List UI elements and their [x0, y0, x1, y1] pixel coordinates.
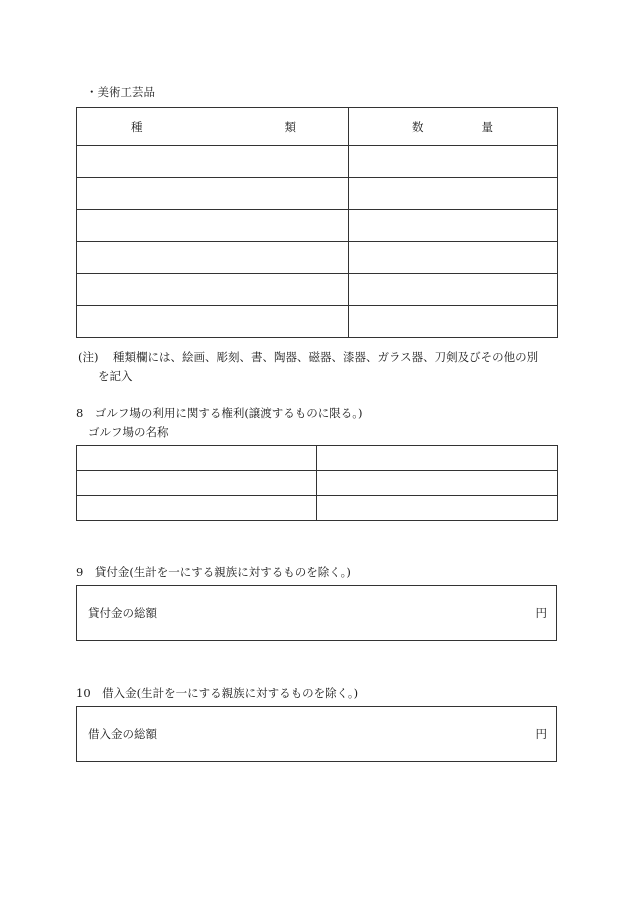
golf-table [76, 445, 558, 521]
table-row [77, 242, 558, 274]
table-row [77, 496, 558, 521]
col-kind-header [77, 108, 349, 146]
borrow-total-label: 借入金の総額 [88, 727, 157, 741]
golf-name-cell[interactable] [77, 471, 317, 496]
golf-name-cell[interactable] [77, 446, 317, 471]
golf-value-cell[interactable] [317, 471, 558, 496]
arts-note-line2: を記入 [98, 369, 133, 383]
arts-table-header [77, 108, 558, 146]
qty-cell[interactable] [349, 306, 558, 338]
col-kind-char-1: 種 [131, 119, 143, 134]
loan-unit: 円 [535, 606, 547, 620]
arts-note-label: (注) [78, 350, 99, 364]
kind-cell[interactable] [77, 274, 349, 306]
kind-cell[interactable] [77, 242, 349, 274]
col-qty-char-2: 量 [481, 119, 493, 134]
table-row [77, 446, 558, 471]
golf-value-cell[interactable] [317, 446, 558, 471]
qty-cell[interactable] [349, 146, 558, 178]
table-row [77, 146, 558, 178]
golf-subheading: ゴルフ場の名称 [88, 425, 169, 439]
table-row [77, 471, 558, 496]
arts-table [76, 107, 558, 338]
borrow-unit: 円 [535, 727, 547, 741]
golf-heading: 8 ゴルフ場の利用に関する権利(譲渡するものに限る。) [76, 406, 363, 420]
kind-cell[interactable] [77, 210, 349, 242]
table-row [77, 274, 558, 306]
arts-note-line1: 種類欄には、絵画、彫刻、書、陶器、磁器、漆器、ガラス器、刀剣及びその他の別 [113, 350, 539, 364]
borrow-heading: 10 借入金(生計を一にする親族に対するものを除く。) [76, 686, 359, 700]
kind-cell[interactable] [77, 178, 349, 210]
arts-heading: ・美術工芸品 [86, 85, 155, 99]
col-qty-header [349, 108, 558, 146]
kind-cell[interactable] [77, 146, 349, 178]
golf-name-cell[interactable] [77, 496, 317, 521]
table-row [77, 306, 558, 338]
loan-total-label: 貸付金の総額 [88, 606, 157, 620]
loan-heading: 9 貸付金(生計を一にする親族に対するものを除く。) [76, 565, 351, 579]
qty-cell[interactable] [349, 210, 558, 242]
qty-cell[interactable] [349, 242, 558, 274]
loan-total-box[interactable] [76, 585, 557, 641]
col-qty-char-1: 数 [412, 119, 424, 134]
golf-value-cell[interactable] [317, 496, 558, 521]
qty-cell[interactable] [349, 178, 558, 210]
borrow-total-box[interactable] [76, 706, 557, 762]
col-kind-char-2: 類 [284, 119, 296, 134]
table-row [77, 210, 558, 242]
qty-cell[interactable] [349, 274, 558, 306]
kind-cell[interactable] [77, 306, 349, 338]
table-row [77, 178, 558, 210]
